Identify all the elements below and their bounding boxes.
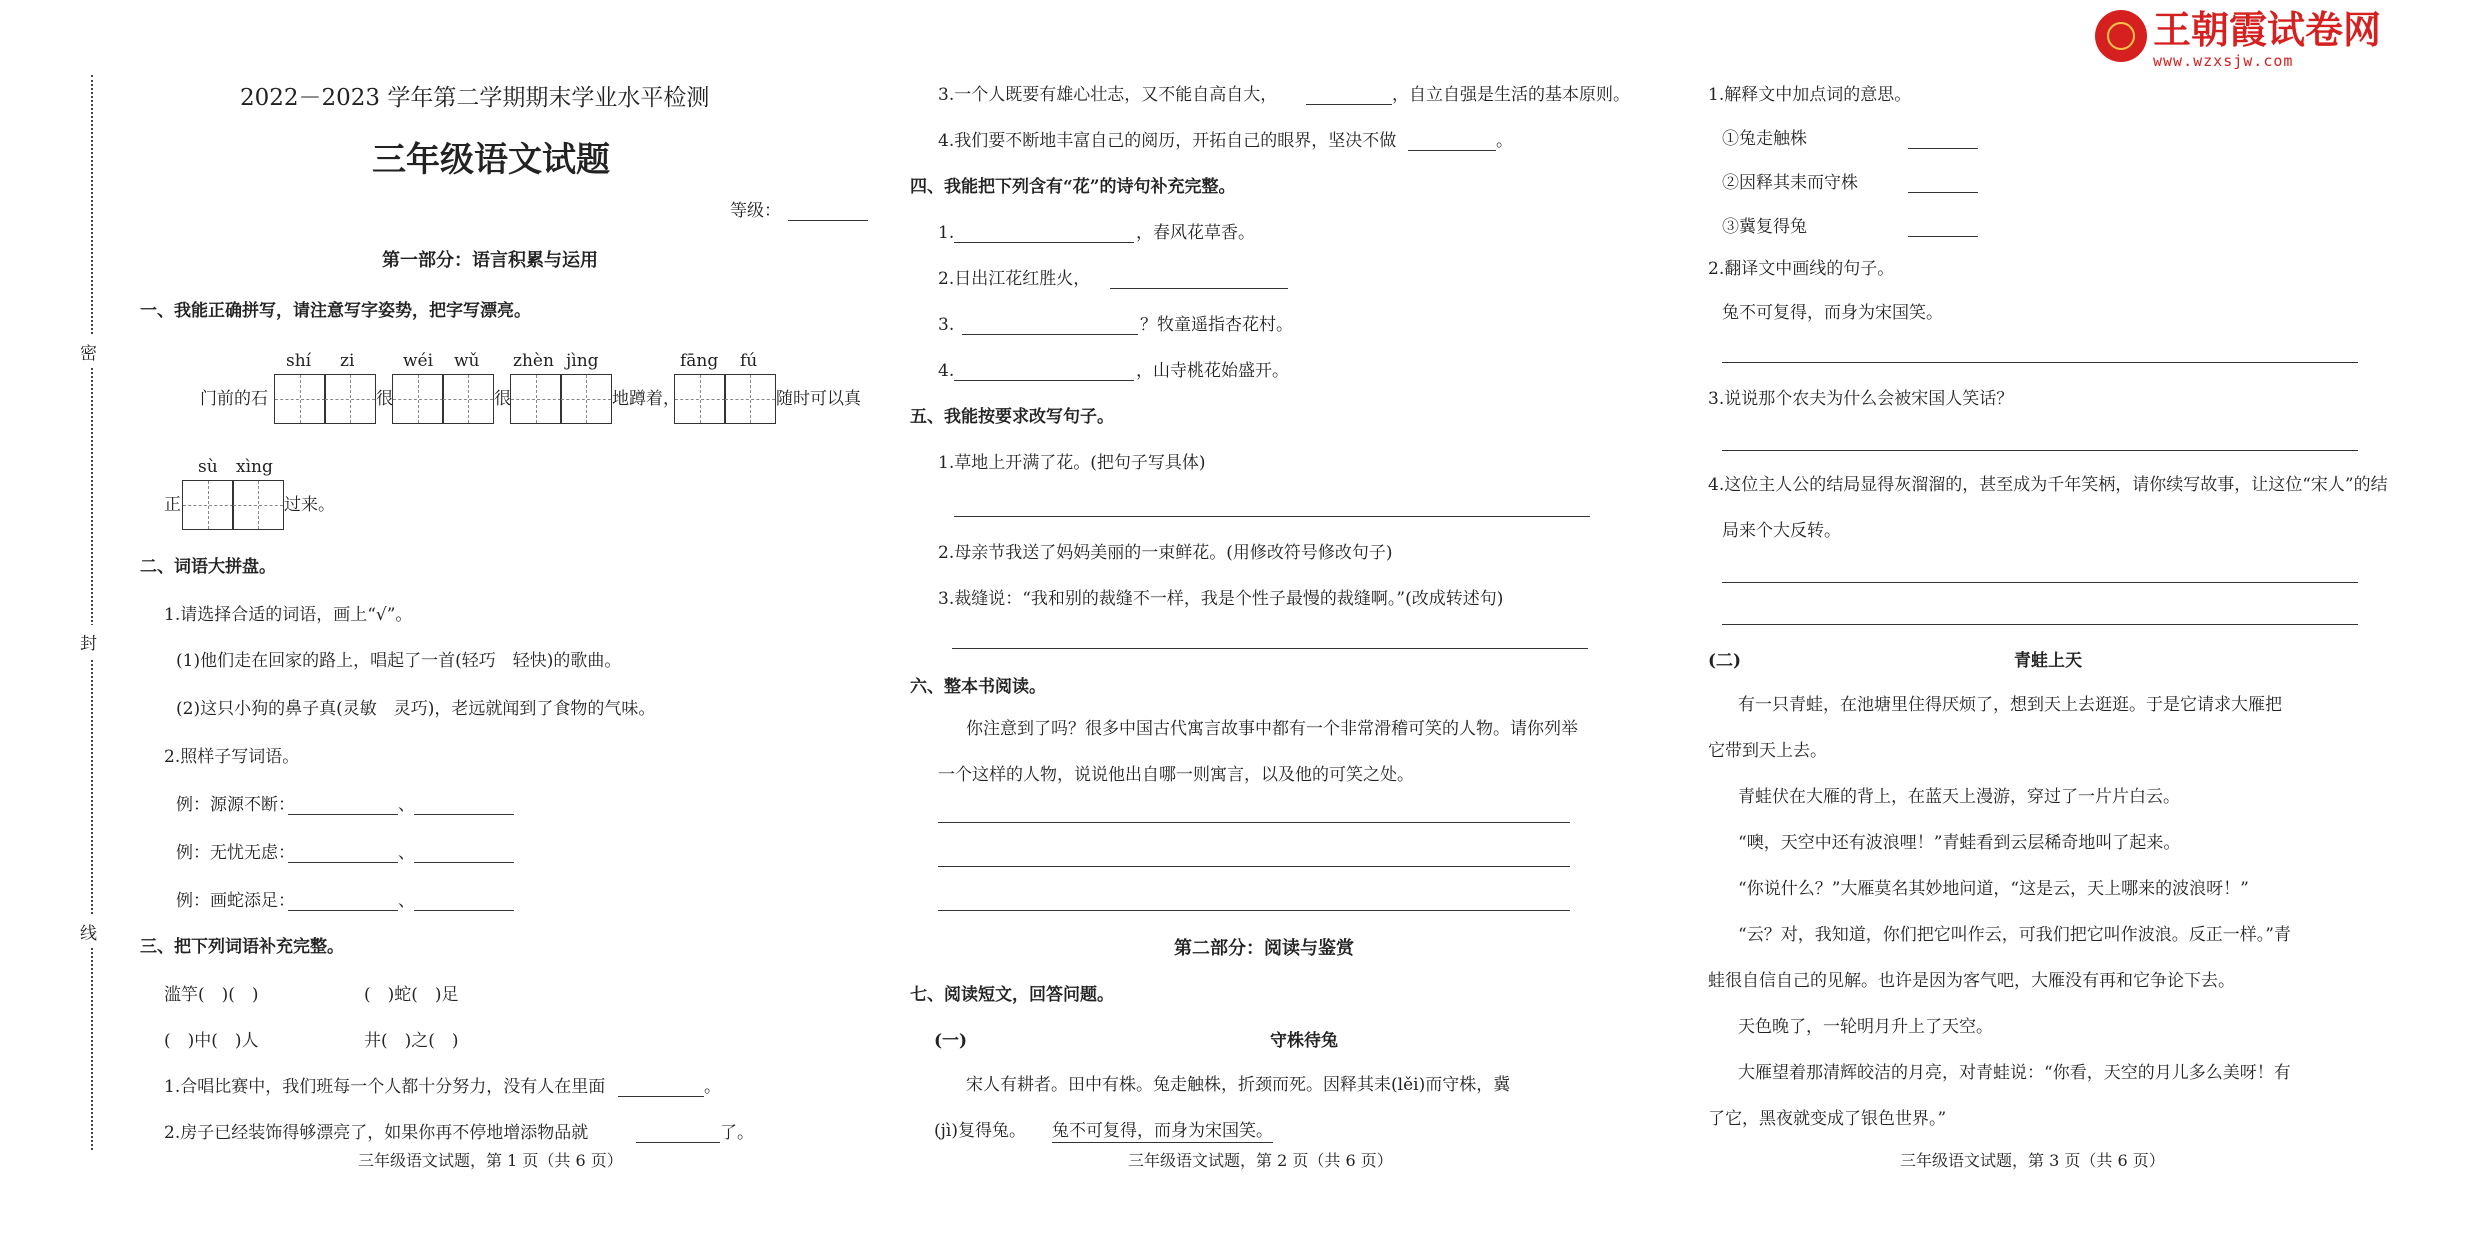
idiom: ( )蛇( )足 (364, 985, 459, 1005)
p3-q4: 4.这位主人公的结局显得灰溜溜的，甚至成为千年笑柄，请你续写故事，让这位“宋人”的结 (1708, 475, 2388, 495)
subject-title: 三年级语文试题 (372, 140, 610, 180)
story1-line: 宋人有耕者。田中有株。兔走触株，折颈而死。因释其耒(lěi)而守株，冀 (966, 1075, 1511, 1095)
example-label: 例：画蛇添足： (176, 891, 295, 911)
answer-blank[interactable] (1110, 288, 1288, 289)
answer-blank[interactable] (618, 1096, 704, 1097)
idiom: 滥竽( )( ) (164, 985, 259, 1005)
p3-q2: 2.翻译文中画线的句子。 (1708, 259, 1895, 279)
separator: 、 (398, 795, 415, 815)
pinyin: shí (286, 351, 312, 371)
q4-3: ？牧童遥指杏花村。 (1140, 315, 1293, 335)
answer-line[interactable] (938, 866, 1570, 867)
section-label: (二) (1708, 651, 1742, 671)
answer-blank[interactable] (1908, 236, 1978, 237)
page2-footer: 三年级语文试题，第 2 页（共 6 页） (1128, 1151, 1393, 1170)
grade-label: 等级： (730, 201, 781, 221)
answer-blank[interactable] (288, 862, 398, 863)
pinyin: zhèn (513, 351, 554, 371)
seal-char: 密 (80, 335, 97, 368)
idiom: 井( )之( ) (364, 1031, 459, 1051)
page1-footer: 三年级语文试题，第 1 页（共 6 页） (358, 1151, 623, 1170)
answer-blank[interactable] (414, 814, 514, 815)
separator: 、 (398, 843, 415, 863)
writing-cell[interactable] (324, 374, 376, 424)
watermark-url: www.wzxsjw.com (2153, 52, 2294, 70)
answer-line[interactable] (1722, 582, 2358, 583)
q3-3b: ，自立自强是生活的基本原则。 (1392, 85, 1630, 105)
story2-para: “噢，天空中还有波浪哩！”青蛙看到云层稀奇地叫了起来。 (1738, 833, 2181, 853)
story2-para: 有一只青蛙，在池塘里住得厌烦了，想到天上去逛逛。于是它请求大雁把 (1738, 695, 2282, 715)
writing-cell[interactable] (232, 480, 284, 530)
q6-heading: 六、整本书阅读。 (910, 677, 1046, 697)
num: 4. (938, 361, 955, 381)
q1-text: 随时可以真 (776, 389, 861, 409)
q3-4: 4.我们要不断地丰富自己的阅历，开拓自己的眼界，坚决不做 (938, 131, 1397, 151)
story1-line: (jì)复得兔。 (934, 1121, 1026, 1141)
q5-1: 1.草地上开满了花。(把句子写具体) (938, 453, 1206, 473)
answer-blank[interactable] (1408, 150, 1496, 151)
q6-p1: 你注意到了吗？很多中国古代寓言故事中都有一个非常滑稽可笑的人物。请你列举 (966, 719, 1578, 739)
writing-cell[interactable] (442, 374, 494, 424)
p3-q1: 1.解释文中加点词的意思。 (1708, 85, 1912, 105)
q4-1: ，春风花草香。 (1136, 223, 1255, 243)
q1-text: 很 (494, 389, 511, 409)
q2-1a: (1)他们走在回家的路上，唱起了一首(轻巧 轻快)的歌曲。 (176, 651, 622, 671)
q2-1: 1.请选择合适的词语，画上“√”。 (164, 605, 413, 625)
writing-cell[interactable] (182, 480, 234, 530)
story1-underlined-sentence: 兔不可复得，而身为宋国笑。 (1052, 1121, 1273, 1141)
story2-para: 它带到天上去。 (1708, 741, 1827, 761)
q1-text: 门前的石 (200, 389, 268, 409)
answer-blank[interactable] (414, 910, 514, 911)
answer-blank[interactable] (1908, 192, 1978, 193)
story2-para: 蛙很自信自己的见解。也许是因为客气吧，大雁没有再和它争论下去。 (1708, 971, 2235, 991)
q4-2: 2.日出江花红胜火， (938, 269, 1091, 289)
pinyin: jìng (566, 351, 599, 371)
answer-blank[interactable] (288, 814, 398, 815)
q7-heading: 七、阅读短文，回答问题。 (910, 985, 1114, 1005)
answer-blank[interactable] (954, 242, 1134, 243)
answer-blank[interactable] (288, 910, 398, 911)
p3-q1-item: ②因释其耒而守株 (1722, 173, 1858, 193)
pinyin: wǔ (454, 351, 480, 371)
story2-para: 青蛙伏在大雁的背上，在蓝天上漫游，穿过了一片片白云。 (1738, 787, 2180, 807)
p3-q4: 局来个大反转。 (1722, 521, 1841, 541)
pinyin: sù (198, 457, 218, 477)
answer-line[interactable] (1722, 362, 2358, 363)
q2-1b: (2)这只小狗的鼻子真(灵敏 灵巧)，老远就闻到了食物的气味。 (176, 699, 656, 719)
story2-para: 天色晚了，一轮明月升上了天空。 (1738, 1017, 1993, 1037)
story2-para: “云？对，我知道，你们把它叫作云，可我们把它叫作波浪。反正一样。”青 (1738, 925, 2291, 945)
q6-p2: 一个这样的人物，说说他出自哪一则寓言，以及他的可笑之处。 (938, 765, 1414, 785)
separator: 、 (398, 891, 415, 911)
answer-blank[interactable] (636, 1142, 720, 1143)
q1-text: 过来。 (284, 495, 335, 515)
q5-heading: 五、我能按要求改写句子。 (910, 407, 1114, 427)
seal-char: 封 (80, 625, 97, 658)
page3-footer: 三年级语文试题，第 3 页（共 6 页） (1900, 1151, 2165, 1170)
q3-heading: 三、把下列词语补充完整。 (140, 937, 344, 957)
writing-cell[interactable] (724, 374, 776, 424)
period: 。 (704, 1077, 721, 1097)
writing-cell[interactable] (392, 374, 444, 424)
part2-heading: 第二部分：阅读与鉴赏 (1174, 938, 1354, 959)
p3-q1-item: ①兔走触株 (1722, 129, 1807, 149)
answer-blank[interactable] (1306, 104, 1392, 105)
q4-heading: 四、我能把下列含有“花”的诗句补充完整。 (910, 177, 1236, 197)
writing-cell[interactable] (510, 374, 562, 424)
answer-line[interactable] (952, 648, 1588, 649)
story2-para: 大雁望着那清辉皎洁的月亮，对青蛙说：“你看，天空的月儿多么美呀！有 (1738, 1063, 2291, 1083)
grade-blank[interactable] (788, 220, 868, 221)
answer-line[interactable] (1722, 624, 2358, 625)
answer-line[interactable] (938, 822, 1570, 823)
answer-blank[interactable] (414, 862, 514, 863)
q3-3a: 3.一个人既要有雄心壮志，又不能自高自大， (938, 85, 1278, 105)
q5-3: 3.裁缝说：“我和别的裁缝不一样，我是个性子最慢的裁缝啊。”(改成转述句) (938, 589, 1504, 609)
seal-dotted-line (91, 75, 93, 1150)
num: 1. (938, 223, 955, 243)
q1-text: 正 (164, 495, 181, 515)
pinyin: fāng (680, 351, 719, 371)
example-label: 例：源源不断： (176, 795, 295, 815)
q2-2: 2.照样子写词语。 (164, 747, 300, 767)
answer-line[interactable] (938, 910, 1570, 911)
pinyin: wéi (403, 351, 434, 371)
watermark-brand: 王朝霞试卷网 (2153, 8, 2382, 52)
answer-line[interactable] (1722, 450, 2358, 451)
pinyin: fú (740, 351, 758, 371)
answer-blank[interactable] (954, 380, 1134, 381)
pinyin: xìng (236, 457, 273, 477)
answer-line[interactable] (954, 516, 1590, 517)
q4-4: ，山寺桃花始盛开。 (1136, 361, 1289, 381)
seal-char: 线 (80, 915, 97, 948)
q1-text: 很 (376, 389, 393, 409)
le: 了。 (720, 1123, 754, 1143)
story2-title: 青蛙上天 (2014, 651, 2082, 671)
q5-2: 2.母亲节我送了妈妈美丽的一束鲜花。(用修改符号修改句子) (938, 543, 1393, 563)
part1-heading: 第一部分：语言积累与运用 (382, 250, 598, 271)
q3-1: 1.合唱比赛中，我们班每一个人都十分努力，没有人在里面 (164, 1077, 606, 1097)
pinyin: zi (340, 351, 355, 371)
q2-heading: 二、词语大拼盘。 (140, 557, 276, 577)
story2-para: “你说什么？”大雁莫名其妙地问道，“这是云，天上哪来的波浪呀！” (1738, 879, 2249, 899)
example-label: 例：无忧无虑： (176, 843, 295, 863)
story2-para: 了它，黑夜就变成了银色世界。” (1708, 1109, 1947, 1129)
q1-heading: 一、我能正确拼写，请注意写字姿势，把字写漂亮。 (140, 301, 531, 321)
idiom: ( )中( )人 (164, 1031, 259, 1051)
period: 。 (1496, 131, 1513, 151)
writing-cell[interactable] (274, 374, 326, 424)
writing-cell[interactable] (674, 374, 726, 424)
q1-text: 地蹲着， (612, 389, 680, 409)
answer-blank[interactable] (1908, 148, 1978, 149)
writing-cell[interactable] (560, 374, 612, 424)
p3-q3: 3.说说那个农夫为什么会被宋国人笑话？ (1708, 389, 2014, 409)
p3-q1-item: ③冀复得兔 (1722, 217, 1807, 237)
q3-2: 2.房子已经装饰得够漂亮了，如果你再不停地增添物品就 (164, 1123, 589, 1143)
num: 3. (938, 315, 955, 335)
story1-title: 守株待兔 (1270, 1031, 1338, 1051)
answer-blank[interactable] (962, 334, 1138, 335)
exam-title: 2022－2023 学年第二学期期末学业水平检测 (240, 85, 710, 111)
section-label: (一) (934, 1031, 968, 1051)
p3-q2-sentence: 兔不可复得，而身为宋国笑。 (1722, 303, 1943, 323)
watermark-logo-icon (2095, 10, 2147, 62)
